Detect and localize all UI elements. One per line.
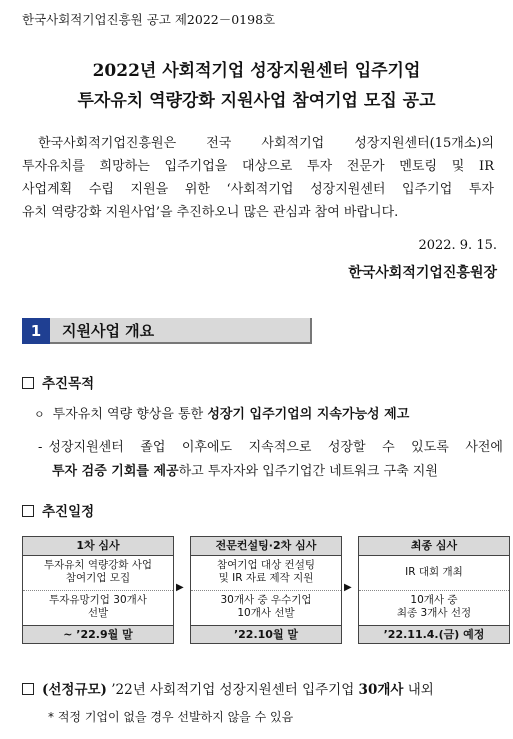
announcement-date: 2022. 9. 15. bbox=[418, 238, 497, 253]
stage-1-cell-1 bbox=[23, 556, 173, 591]
organization-signature: 한국사회적기업진흥원장 bbox=[348, 265, 497, 281]
scale-text-pre: ’22년 사회적기업 성장지원센터 입주기업 bbox=[106, 682, 359, 698]
circle-bullet-icon: ㅇ bbox=[34, 408, 45, 421]
intro-line-4: 유치 역량강화 지원사업’을 추진하오니 많은 관심과 참여 바랍니다. bbox=[22, 205, 399, 220]
dash-marker: - bbox=[38, 440, 43, 455]
notice-number: 한국사회적기업진흥원 공고 제2022－0198호 bbox=[22, 12, 276, 27]
stage-1-box bbox=[22, 536, 174, 644]
checkbox-square-icon bbox=[22, 683, 34, 695]
stage-1-cell-2 bbox=[23, 591, 173, 625]
stage-1-cell-1-line-2: 참여기업 모집 bbox=[65, 572, 131, 584]
stage-3-cell-1 bbox=[359, 556, 509, 591]
scale-label: (선정규모) bbox=[42, 682, 107, 698]
stage-2-footer: ’22.10월 말 bbox=[191, 625, 341, 643]
purpose-dash-line-1 bbox=[38, 436, 503, 455]
scale-text-post: 내외 bbox=[403, 682, 434, 698]
schedule-heading-text: 추진일정 bbox=[42, 504, 95, 520]
purpose-dash-text-1: 성장지원센터 졸업 이후에도 지속적으로 성장할 수 있도록 사전에 bbox=[48, 440, 503, 455]
section-number: 1 bbox=[22, 318, 50, 344]
checkbox-square-icon bbox=[22, 377, 34, 389]
page-title-line2: 투자유치 역량강화 지원사업 참여기업 모집 공고 bbox=[77, 91, 436, 111]
stage-3-cell-2-line-1: 10개사 중 bbox=[410, 594, 458, 606]
scale-text-bold: 30개사 bbox=[358, 682, 404, 698]
stage-1-footer: ~ ’22.9월 말 bbox=[23, 625, 173, 643]
stage-2-cell-1 bbox=[191, 556, 341, 591]
scale-note: * 적정 기업이 없을 경우 선발하지 않을 수 있음 bbox=[48, 710, 294, 724]
purpose-heading-text: 추진목적 bbox=[42, 376, 95, 392]
arrow-right-icon: ▶ bbox=[176, 582, 184, 593]
checkbox-square-icon bbox=[22, 505, 34, 517]
purpose-bullet-text: 투자유치 역량 향상을 통한 bbox=[52, 407, 208, 422]
purpose-dash-bold: 투자 검증 기회를 제공 bbox=[52, 464, 179, 479]
stage-3-cell-2-line-2: 최종 3개사 선정 bbox=[396, 607, 472, 619]
stage-2-cell-1-line-1: 참여기업 대상 컨설팅 bbox=[217, 559, 315, 571]
stage-1-cell-2-line-2: 선발 bbox=[87, 607, 109, 619]
stage-2-cell-1-line-2: 및 IR 자료 제작 지원 bbox=[218, 572, 314, 584]
stage-1-cell-2-line-1: 투자유망기업 30개사 bbox=[49, 594, 147, 606]
purpose-heading bbox=[22, 372, 94, 392]
intro-line-3: 사업계획 수립 지원을 위한 ‘사회적기업 성장지원센터 입주기업 투자 bbox=[22, 182, 494, 197]
stage-3-footer: ’22.11.4.(금) 예정 bbox=[359, 625, 509, 643]
stage-3-cell-1-line-1: IR 대회 개최 bbox=[405, 566, 463, 578]
section-title: 지원사업 개요 bbox=[62, 322, 155, 340]
stage-3-box bbox=[358, 536, 510, 644]
schedule-heading bbox=[22, 500, 94, 520]
purpose-bullet-bold: 성장기 입주기업의 지속가능성 제고 bbox=[207, 407, 410, 422]
stage-2-box bbox=[190, 536, 342, 644]
stage-2-cell-2 bbox=[191, 591, 341, 625]
purpose-dash-rest: 하고 투자자와 입주기업간 네트워크 구축 지원 bbox=[178, 464, 438, 479]
stage-1-header: 1차 심사 bbox=[23, 537, 173, 556]
arrow-right-icon: ▶ bbox=[344, 582, 352, 593]
intro-line-2: 투자유치를 희망하는 입주기업을 대상으로 투자 전문가 멘토링 및 IR bbox=[22, 159, 494, 174]
purpose-dash-line-2 bbox=[52, 460, 438, 479]
purpose-bullet bbox=[34, 403, 409, 422]
page-title-line1: 2022년 사회적기업 성장지원센터 입주기업 bbox=[92, 61, 421, 81]
stage-3-header: 최종 심사 bbox=[359, 537, 509, 556]
stage-2-cell-2-line-1: 30개사 중 우수기업 bbox=[220, 594, 312, 606]
stage-3-cell-2 bbox=[359, 591, 509, 625]
intro-line-1: 한국사회적기업진흥원은 전국 사회적기업 성장지원센터(15개소)의 bbox=[38, 136, 494, 151]
scale-line bbox=[22, 678, 434, 698]
stage-2-header: 전문컨설팅·2차 심사 bbox=[191, 537, 341, 556]
stage-1-cell-1-line-1: 투자유치 역량강화 사업 bbox=[43, 559, 153, 571]
stage-2-cell-2-line-2: 10개사 선발 bbox=[237, 607, 295, 619]
